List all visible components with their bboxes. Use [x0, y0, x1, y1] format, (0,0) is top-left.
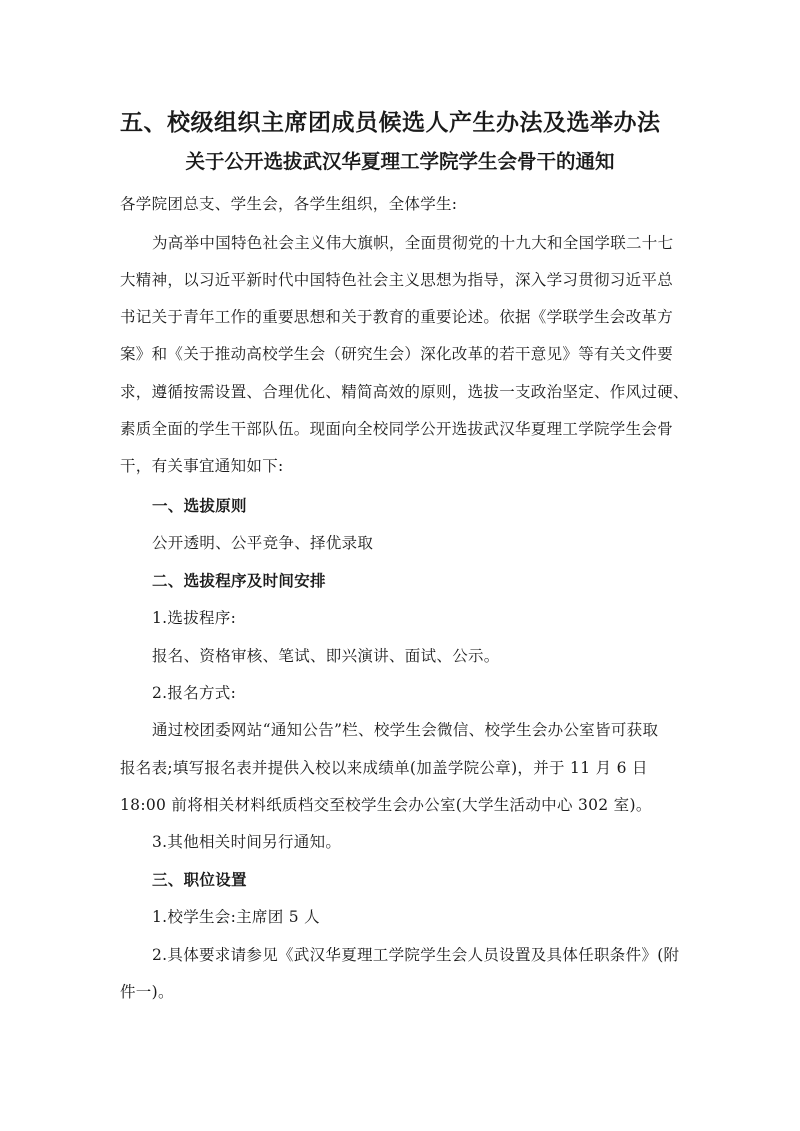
intro-line: 干，有关事宜通知如下: [120, 457, 284, 475]
section-3-heading: 三、职位设置 [152, 871, 247, 889]
section-3-item-1: 1.校学生会:主席团 5 人 [152, 908, 320, 926]
section-1-heading: 一、选拔原则 [152, 497, 247, 515]
section-heading: 五、校级组织主席团成员候选人产生办法及选举办法 [120, 110, 661, 136]
intro-line: 素质全面的学生干部队伍。现面向全校同学公开选拔武汉华夏理工学院学生会骨 [120, 420, 674, 438]
section-2-item-3: 3.其他相关时间另行通知。 [152, 833, 342, 851]
section-3-item-2-line: 2.具体要求请参见《武汉华夏理工学院学生会人员设置及具体任职条件》(附 [152, 946, 680, 964]
intro-line: 为高举中国特色社会主义伟大旗帜，全面贯彻党的十九大和全国学联二十七 [152, 234, 674, 252]
intro-line: 大精神，以习近平新时代中国特色社会主义思想为指导，深入学习贯彻习近平总 [120, 271, 674, 289]
section-2-item-1-text: 报名、资格审核、笔试、即兴演讲、面试、公示。 [152, 647, 500, 665]
section-2-item-2-line: 18:00 前将相关材料纸质档交至校学生会办公室(大学生活动中心 302 室)。 [120, 796, 652, 814]
salutation: 各学院团总支、学生会，各学生组织，全体学生: [120, 195, 458, 213]
intro-line: 案》和《关于推动高校学生会（研究生会）深化改革的若干意见》等有关文件要 [120, 345, 674, 363]
section-2-heading: 二、选拔程序及时间安排 [152, 572, 326, 590]
section-2-item-2-label: 2.报名方式: [152, 684, 237, 702]
intro-line: 书记关于青年工作的重要思想和关于教育的重要论述。依据《学联学生会改革方 [120, 308, 674, 326]
section-2-item-1-label: 1.选拔程序: [152, 609, 237, 627]
section-3-item-2-line: 件一)。 [120, 983, 174, 1001]
section-2-item-2-line: 报名表;填写报名表并提供入校以来成绩单(加盖学院公章)，并于 11 月 6 日 [120, 759, 648, 777]
intro-line: 求，遵循按需设置、合理优化、精简高效的原则，选拔一支政治坚定、作风过硬、 [120, 383, 689, 401]
section-2-item-2-line: 通过校团委网站“通知公告”栏、校学生会微信、校学生会办公室皆可获取 [152, 721, 659, 739]
document-title: 关于公开选拔武汉华夏理工学院学生会骨干的通知 [185, 150, 615, 173]
section-1-text: 公开透明、公平竞争、择优录取 [152, 534, 374, 552]
